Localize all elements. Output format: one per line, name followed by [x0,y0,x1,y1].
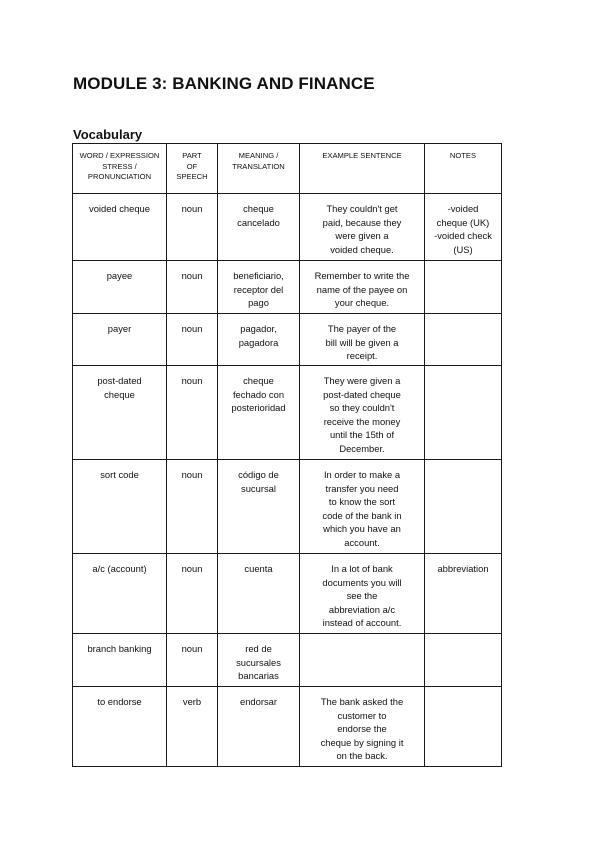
pos-cell: noun [167,634,218,687]
pos-cell: noun [167,314,218,366]
table-row [73,194,502,261]
example-cell [300,634,425,687]
table-row [73,460,502,554]
example-cell: In a lot of bank documents you will see the abbreviation a/c instead of account. [300,554,425,634]
example-cell: The bank asked the customer to endorse the cheque by signing it on the back. [300,687,425,767]
word-cell: voided cheque [73,194,167,261]
header-part-of-speech: PART OF SPEECH [167,144,218,194]
meaning-cell: beneficiario, receptor del pago [218,261,300,314]
notes-cell: abbreviation [425,554,502,634]
notes-cell [425,634,502,687]
pos-cell: noun [167,554,218,634]
example-cell: The payer of the bill will be given a receipt. [300,314,425,366]
pos-cell: noun [167,194,218,261]
pos-cell: noun [167,366,218,460]
table-row [73,366,502,460]
table-row [73,687,502,767]
word-cell: post-dated cheque [73,366,167,460]
page-title: MODULE 3: BANKING AND FINANCE [73,74,375,93]
pos-cell: verb [167,687,218,767]
notes-cell: -voided cheque (UK) -voided check (US) [425,194,502,261]
header-notes: NOTES [425,144,502,194]
example-cell: Remember to write the name of the payee on your cheque. [300,261,425,314]
notes-cell [425,314,502,366]
meaning-cell: red de sucursales bancarias [218,634,300,687]
word-cell: to endorse [73,687,167,767]
example-cell: In order to make a transfer you need to know the sort code of the bank in which you have an account. [300,460,425,554]
word-cell: payer [73,314,167,366]
header-word: WORD / EXPRESSION STRESS / PRONUNCIATION [73,144,167,194]
table-header-row [73,144,502,194]
meaning-cell: endorsar [218,687,300,767]
table-row [73,261,502,314]
vocabulary-table [72,143,502,767]
notes-cell [425,460,502,554]
meaning-cell: código de sucursal [218,460,300,554]
section-heading: Vocabulary [73,127,143,142]
example-cell: They couldn't get paid, because they were given a voided cheque. [300,194,425,261]
notes-cell [425,687,502,767]
table-row [73,554,502,634]
meaning-cell: cuenta [218,554,300,634]
word-cell: a/c (account) [73,554,167,634]
word-cell: branch banking [73,634,167,687]
meaning-cell: pagador, pagadora [218,314,300,366]
word-cell: payee [73,261,167,314]
example-cell: They were given a post-dated cheque so they couldn't receive the money until the 15th of December. [300,366,425,460]
word-cell: sort code [73,460,167,554]
pos-cell: noun [167,261,218,314]
notes-cell [425,366,502,460]
table-row [73,634,502,687]
header-example: EXAMPLE SENTENCE [300,144,425,194]
header-meaning: MEANING / TRANSLATION [218,144,300,194]
table-row [73,314,502,366]
meaning-cell: cheque fechado con posterioridad [218,366,300,460]
notes-cell [425,261,502,314]
pos-cell: noun [167,460,218,554]
meaning-cell: cheque cancelado [218,194,300,261]
